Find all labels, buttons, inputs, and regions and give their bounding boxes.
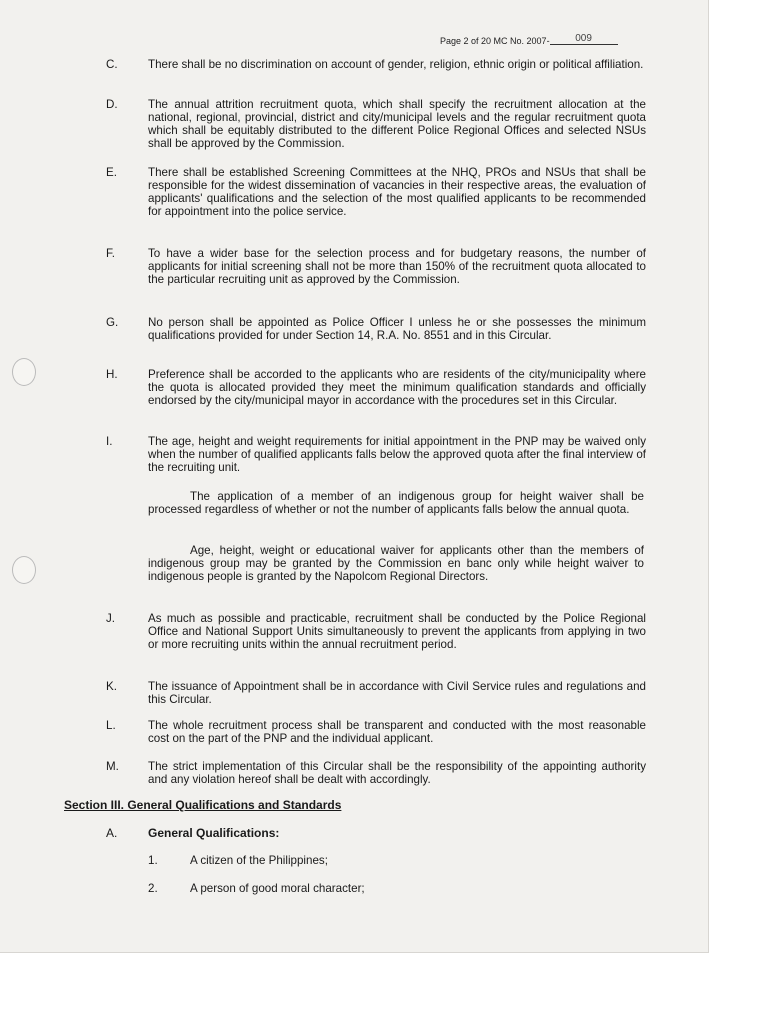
subsection-a <box>106 826 280 840</box>
item-text: To have a wider base for the selection process and for budgetary reasons, the number of applicants for initial screening shall not be more than 150% of the recruitment quota allocated to the particular recruiting unit as approved by the Commission. <box>148 247 646 286</box>
page-header <box>440 33 618 48</box>
item-letter: D. <box>106 98 118 111</box>
item-text: There shall be established Screening Committees at the NHQ, PROs and NSUs that shall be responsible for the widest dissemination of vacancies in their respective areas, the evaluation of applicants' qualifications and the selection of the most qualified applicants to be recommended for appointment into the police service. <box>148 166 646 218</box>
item-letter: K. <box>106 680 117 693</box>
item-letter: M. <box>106 760 119 773</box>
page-label: Page 2 of 20 MC No. 2007- <box>440 36 550 46</box>
item-number: 2. <box>148 882 158 895</box>
numbered-item-1 <box>148 854 328 867</box>
item-text: The issuance of Appointment shall be in accordance with Civil Service rules and regulations and this Circular. <box>148 680 646 706</box>
numbered-item-2 <box>148 882 365 895</box>
item-letter: I. <box>106 435 113 448</box>
item-text: No person shall be appointed as Police Officer I unless he or she possesses the minimum qualifications provided for under Section 14, R.A. No. 8551 and in this Circular. <box>148 316 646 342</box>
section-title: Section III. General Qualifications and Standards <box>64 798 342 812</box>
item-i-paragraph-waiver-authority: Age, height, weight or educational waiver for applicants other than the members of indigenous group may be granted by the Commission en banc only while height waiver to indigenous people is granted by the Napolcom Regional Directors. <box>148 544 644 583</box>
handwritten-number: 009 <box>550 33 618 45</box>
item-letter: G. <box>106 316 119 329</box>
list-item-m <box>106 760 646 786</box>
list-item-g <box>106 316 646 342</box>
item-letter: C. <box>106 58 118 71</box>
punch-hole <box>12 556 36 584</box>
item-letter: L. <box>106 719 116 732</box>
item-text: The age, height and weight requirements for initial appointment in the PNP may be waived only when the number of qualified applicants falls below the approved quota after the final interview of the recruiting unit. <box>148 435 646 474</box>
item-text: A person of good moral character; <box>190 882 365 895</box>
subsection-label: General Qualifications: <box>148 826 280 840</box>
item-text: The annual attrition recruitment quota, which shall specify the recruitment allocation at the national, regional, provincial, district and city/municipal levels and the regular recruitment quota which shall be equitably distributed to the different Police Regional Offices and selected NSUs shall be approved by the Commission. <box>148 98 646 150</box>
item-text: A citizen of the Philippines; <box>190 854 328 867</box>
item-text: There shall be no discrimination on account of gender, religion, ethnic origin or political affiliation. <box>148 58 644 71</box>
item-number: 1. <box>148 854 158 867</box>
item-text: The whole recruitment process shall be transparent and conducted with the most reasonable cost on the part of the PNP and the individual applicant. <box>148 719 646 745</box>
list-item-f <box>106 247 646 286</box>
item-letter: E. <box>106 166 117 179</box>
subsection-letter: A. <box>106 826 118 840</box>
list-item-e <box>106 166 646 218</box>
list-item-l <box>106 719 646 745</box>
list-item-k <box>106 680 646 706</box>
list-item-c <box>106 58 646 71</box>
item-text: As much as possible and practicable, recruitment shall be conducted by the Police Regional Office and National Support Units simultaneously to prevent the applicants from applying in two or more recruiting units within the annual recruitment period. <box>148 612 646 651</box>
list-item-i <box>106 435 646 474</box>
item-letter: F. <box>106 247 116 260</box>
punch-hole <box>12 358 36 386</box>
list-item-h <box>106 368 646 407</box>
item-letter: H. <box>106 368 118 381</box>
item-text: The strict implementation of this Circular shall be the responsibility of the appointing authority and any violation hereof shall be dealt with accordingly. <box>148 760 646 786</box>
list-item-d <box>106 98 646 150</box>
list-item-j <box>106 612 646 651</box>
item-letter: J. <box>106 612 116 625</box>
item-i-paragraph-height-waiver: The application of a member of an indigenous group for height waiver shall be processed regardless of whether or not the number of applicants falls below the annual quota. <box>148 490 644 516</box>
item-text: Preference shall be accorded to the applicants who are residents of the city/municipality where the quota is allocated provided they meet the minimum qualification standards and officially endorsed by the city/municipal mayor in accordance with the procedures set in this Circular. <box>148 368 646 407</box>
